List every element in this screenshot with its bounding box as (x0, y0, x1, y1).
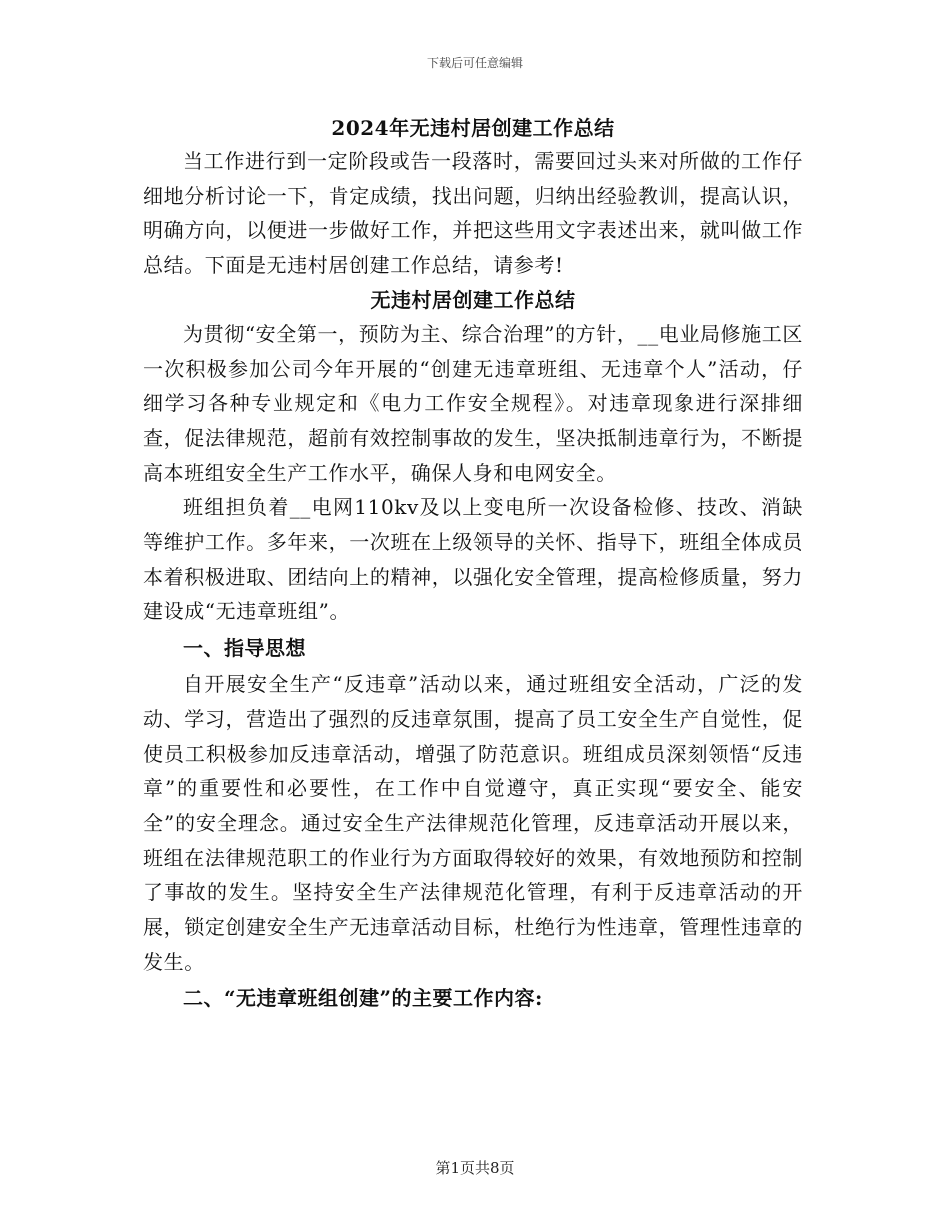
body-paragraph-1: 为贯彻“安全第一，预防为主、综合治理”的方针，__电业局修施工区一次积极参加公司今年开展的“创建无违章班组、无违章个人”活动，仔细学习各种专业规定和《电力工作安全规程》。对违章现象进行深排细查，促法律规范，超前有效控制事故的发生，坚决抵制违章行为，不断提高本班组安全生产工作水平，确保人身和电网安全。 (143, 321, 803, 485)
section-heading-2: 二、“无违章班组创建”的主要工作内容: (183, 986, 543, 1011)
intro-paragraph: 当工作进行到一定阶段或告一段落时，需要回过头来对所做的工作仔细地分析讨论一下，肯定成绩，找出问题，归纳出经验教训，提高认识，明确方向，以便进一步做好工作，并把这些用文字表述出来，就叫做工作总结。下面是无违村居创建工作总结，请参考! (143, 149, 803, 278)
section-heading-1: 一、指导思想 (183, 636, 306, 661)
body-paragraph-3: 自开展安全生产“反违章”活动以来，通过班组安全活动，广泛的发动、学习，营造出了强烈的反违章氛围，提高了员工安全生产自觉性，促使员工积极参加反违章活动，增强了防范意识。班组成员深刻领悟“反违章”的重要性和必要性，在工作中自觉遵守，真正实现“要安全、能安全”的安全理念。通过安全生产法律规范化管理，反违章活动开展以来，班组在法律规范职工的作业行为方面取得较好的效果，有效地预防和控制了事故的发生。坚持安全生产法律规范化管理，有利于反违章活动的开展，锁定创建安全生产无违章活动目标，杜绝行为性违章，管理性违章的发生。 (143, 672, 803, 974)
document-body (143, 112, 803, 1017)
header-note: 下载后可任意编辑 (426, 56, 523, 70)
body-paragraph-2: 班组担负着__电网110kv及以上变电所一次设备检修、技改、消缺等维护工作。多年来，一次班在上级领导的关怀、指导下，班组全体成员本着积极进取、团结向上的精神，以强化安全管理，提高检修质量，努力建设成“无违章班组”。 (143, 495, 803, 624)
page-indicator: 第1页共8页 (435, 1159, 515, 1177)
document-title: 2024年无违村居创建工作总结 (331, 116, 615, 140)
document-subtitle: 无违村居创建工作总结 (370, 287, 576, 312)
